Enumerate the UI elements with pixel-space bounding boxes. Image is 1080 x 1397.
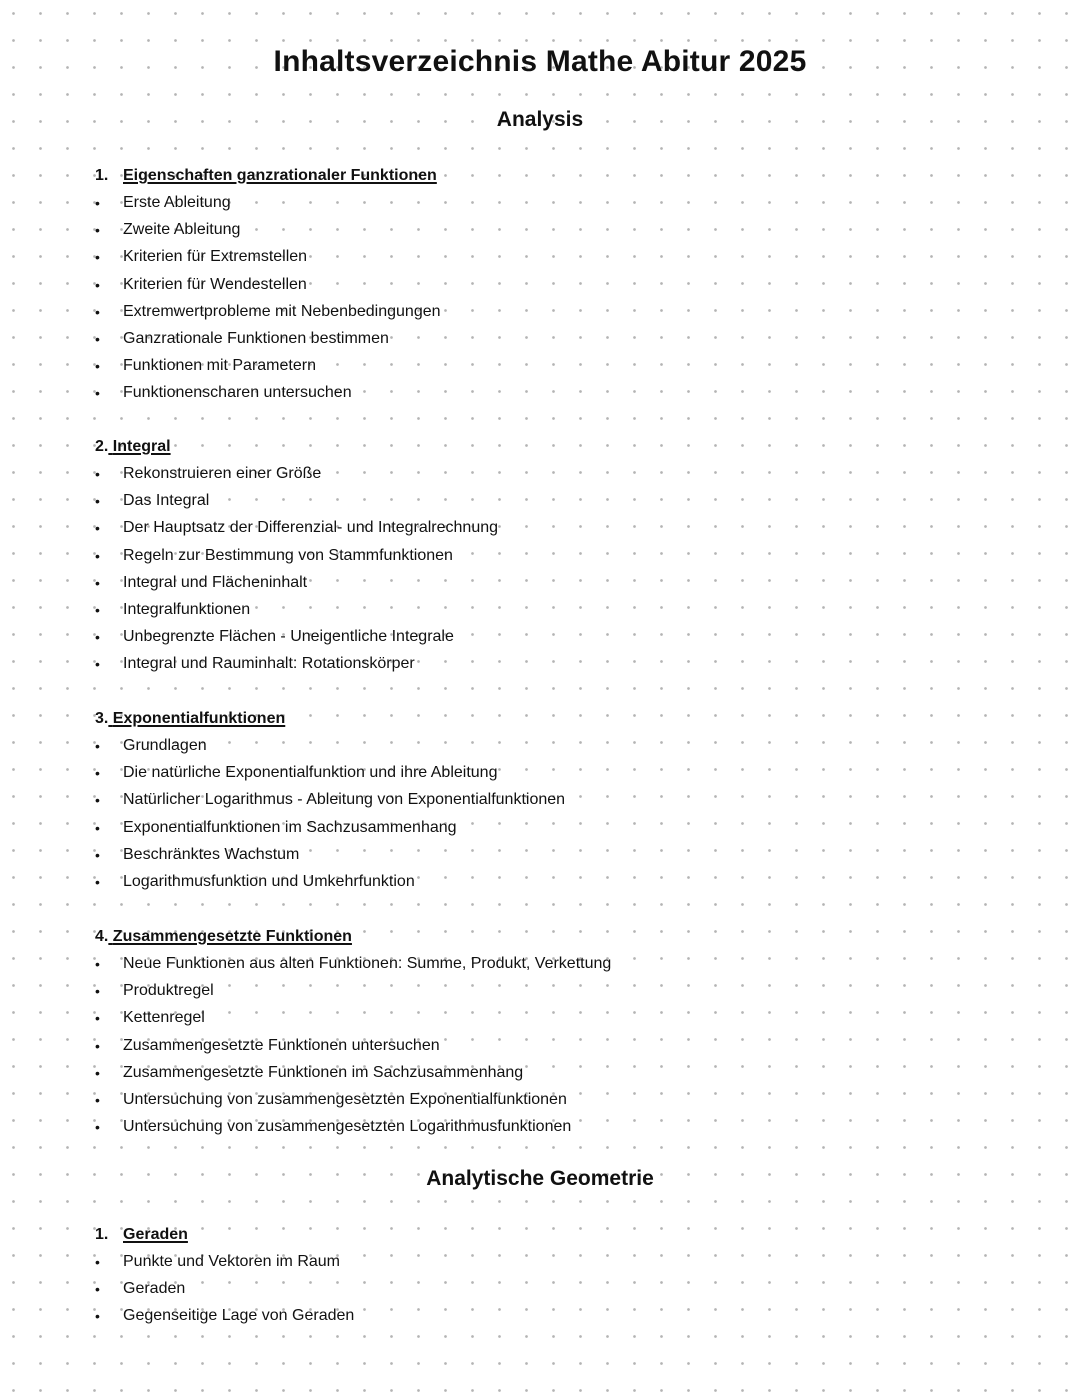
list-item-text: Untersuchung von zusammengesetzten Exponentialfunktionen [123,1090,567,1108]
list-item [95,1036,995,1063]
list-item [95,1008,995,1035]
bullet-icon: • [95,1064,100,1081]
section-item-list [95,736,995,899]
bullet-icon: • [95,1091,100,1108]
bullet-icon: • [95,819,100,836]
list-item-text: Das Integral [123,492,210,510]
bullet-icon: • [95,493,100,510]
list-item [95,872,995,899]
list-item [95,546,995,573]
bullet-icon: • [95,574,100,591]
bullet-icon: • [95,385,100,402]
section-eigenschaften-ganzrationaler-funktionen [95,166,995,411]
list-item [95,1306,995,1333]
list-item [95,845,995,872]
list-item [95,1252,995,1279]
part-title-analysis: Analysis [496,108,584,131]
bullet-icon: • [95,983,100,1000]
list-item-text: Regeln zur Bestimmung von Stammfunktionen [123,546,453,564]
list-item-text: Kriterien für Wendestellen [123,275,307,293]
list-item-text: Gegenseitige Lage von Geraden [123,1307,355,1325]
list-item-text: Kriterien für Extremstellen [123,248,308,266]
list-item-text: Ganzrationale Funktionen bestimmen [123,329,389,347]
list-item-text: Funktionenscharen untersuchen [123,384,352,402]
list-item [95,954,995,981]
list-item-text: Integral und Rauminhalt: Rotationskörper [123,655,415,673]
list-item [95,247,995,274]
section-heading-text: Eigenschaften ganzrationaler Funktionen [123,167,437,184]
list-item [95,1090,995,1117]
bullet-icon: • [95,792,100,809]
section-integral [95,437,995,682]
bullet-icon: • [95,276,100,293]
bullet-icon: • [95,656,100,673]
list-item [95,627,995,654]
list-item-text: Integral und Flächeninhalt [123,573,308,591]
bullet-icon: • [95,601,100,618]
list-item [95,600,995,627]
list-item [95,1117,995,1144]
list-item [95,275,995,302]
list-item-text: Unbegrenzte Flächen - Uneigentliche Integrale [123,628,454,646]
list-item [95,220,995,247]
section-zusammengesetzte-funktionen [95,927,995,1144]
section-item-list [95,954,995,1144]
section-geraden [95,1225,995,1334]
list-item-text: Geraden [123,1280,186,1298]
page-title: Inhaltsverzeichnis Mathe Abitur 2025 [273,45,807,78]
list-item-text: Rekonstruieren einer Größe [123,465,322,482]
section-heading-text: Zusammengesetzte Funktionen [112,928,352,945]
list-item [95,193,995,220]
list-item [95,302,995,329]
list-item-text: Der Hauptsatz der Differenzial- und Integralrechnung [123,519,499,537]
list-item [95,491,995,518]
list-item [95,356,995,383]
list-item [95,763,995,790]
bullet-icon: • [95,222,100,239]
section-heading-text: Exponentialfunktionen [112,710,286,727]
section-item-list [95,193,995,411]
list-item [95,736,995,763]
section-heading [95,437,171,464]
list-item [95,981,995,1008]
list-item [95,1063,995,1090]
list-item-text: Zusammengesetzte Funktionen untersuchen [123,1036,440,1054]
bullet-icon: • [95,1308,100,1325]
list-item [95,790,995,817]
section-heading [95,166,437,193]
list-item-text: Die natürliche Exponentialfunktion und ihre Ableitung [123,764,498,782]
section-heading [95,1225,188,1252]
section-number: 1. [95,167,109,184]
list-item-text: Erste Ableitung [123,194,231,211]
section-heading [95,709,285,736]
list-item [95,518,995,545]
list-item-text: Zusammengesetzte Funktionen im Sachzusammenhang [123,1063,524,1081]
bullet-icon: • [95,846,100,863]
list-item-text: Exponentialfunktionen im Sachzusammenhang [123,818,457,836]
section-heading [95,927,352,954]
section-exponentialfunktionen [95,709,995,899]
part-title-analytische-geometrie: Analytische Geometrie [426,1167,654,1190]
list-item-text: Natürlicher Logarithmus - Ableitung von Exponentialfunktionen [123,791,566,809]
list-item [95,573,995,600]
list-item-text: Untersuchung von zusammengesetzten Logarithmusfunktionen [123,1118,572,1136]
bullet-icon: • [95,195,100,211]
bullet-icon: • [95,873,100,890]
bullet-icon: • [95,520,100,537]
bullet-icon: • [95,765,100,782]
list-item-text: Grundlagen [123,737,207,754]
bullet-icon: • [95,738,100,754]
bullet-icon: • [95,466,100,482]
list-item-text: Extremwertprobleme mit Nebenbedingungen [123,302,441,320]
section-number: 1. [95,1226,109,1243]
list-item-text: Produktregel [123,982,214,1000]
list-item [95,1279,995,1306]
list-item-text: Beschränktes Wachstum [123,845,300,863]
bullet-icon: • [95,1254,100,1270]
list-item-text: Zweite Ableitung [123,221,241,239]
list-item [95,654,995,681]
bullet-icon: • [95,1010,100,1027]
list-item [95,383,995,410]
bullet-icon: • [95,1037,100,1054]
bullet-icon: • [95,629,100,646]
list-item-text: Integralfunktionen [123,600,251,618]
bullet-icon: • [95,249,100,266]
section-number: 2. [95,438,109,455]
section-number: 4. [95,928,109,945]
bullet-icon: • [95,956,100,972]
bullet-icon: • [95,547,100,564]
list-item-text: Punkte und Vektoren im Raum [123,1253,341,1270]
bullet-icon: • [95,303,100,320]
list-item [95,818,995,845]
list-item-text: Kettenregel [123,1009,205,1027]
bullet-icon: • [95,330,100,347]
list-item [95,329,995,356]
section-heading-text: Integral [112,438,171,455]
bullet-icon: • [95,1281,100,1298]
section-heading-text: Geraden [123,1226,188,1243]
list-item-text: Logarithmusfunktion und Umkehrfunktion [123,872,415,890]
list-item-text: Neue Funktionen aus alten Funktionen: Summe, Produkt, Verkettung [123,955,612,972]
bullet-icon: • [95,1119,100,1136]
list-item [95,464,995,491]
list-item-text: Funktionen mit Parametern [123,357,316,375]
section-item-list [95,464,995,682]
bullet-icon: • [95,358,100,375]
section-item-list [95,1252,995,1334]
section-number: 3. [95,710,109,727]
